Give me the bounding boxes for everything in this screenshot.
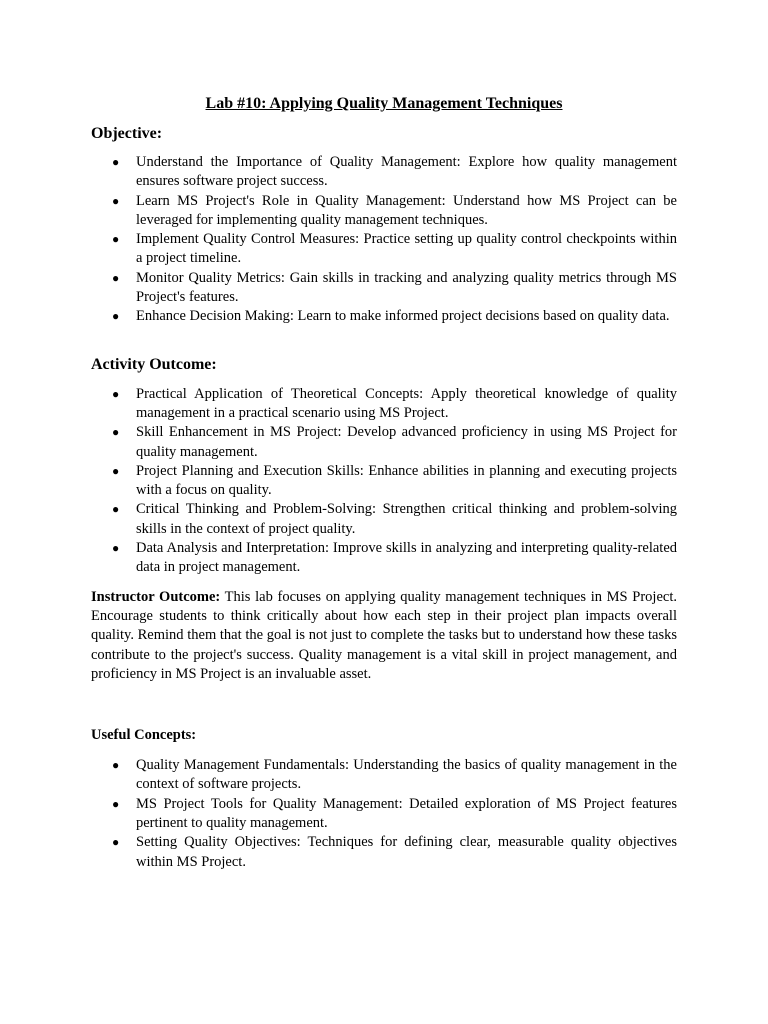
bullet-icon: ● — [112, 309, 120, 324]
list-item-text: Monitor Quality Metrics: Gain skills in tracking and analyzing quality metrics through MS Project's features. — [136, 269, 677, 306]
page-title: Lab #10: Applying Quality Management Techniques — [205, 95, 563, 112]
list-item — [112, 833, 677, 872]
bullet-icon: ● — [112, 758, 120, 773]
list-item-text: Learn MS Project's Role in Quality Management: Understand how MS Project can be leveraged for implementing quality management techniques. — [136, 192, 677, 228]
list-item-text: MS Project Tools for Quality Management: Detailed exploration of MS Project features pertinent to quality management. — [136, 795, 677, 832]
list-item — [112, 230, 677, 269]
bullet-icon: ● — [112, 193, 120, 208]
bullet-icon: ● — [112, 835, 120, 850]
list-item-text: Implement Quality Control Measures: Practice setting up quality control checkpoints within a project timeline. — [136, 231, 677, 267]
list-item — [112, 269, 677, 308]
objective-heading: Objective: — [91, 125, 163, 142]
bullet-icon: ● — [112, 502, 120, 517]
list-item-text: Setting Quality Objectives: Techniques for defining clear, measurable quality objectives within MS Project. — [136, 834, 677, 870]
list-item-text: Skill Enhancement in MS Project: Develop advanced proficiency in using MS Project for quality management. — [136, 424, 677, 460]
list-item — [112, 153, 677, 192]
list-item — [112, 500, 677, 539]
bullet-icon: ● — [112, 463, 120, 478]
objective-list — [91, 153, 677, 327]
list-item — [112, 385, 677, 424]
list-item — [112, 795, 677, 834]
list-item-text: Quality Management Fundamentals: Understanding the basics of quality management in the context of software projects. — [136, 757, 677, 793]
list-item-text: Understand the Importance of Quality Management: Explore how quality management ensures software project success. — [136, 154, 677, 190]
list-item-text: Data Analysis and Interpretation: Improve skills in analyzing and interpreting quality-related data in project management. — [136, 540, 677, 576]
instructor-outcome-paragraph — [91, 588, 677, 684]
bullet-icon: ● — [112, 796, 120, 811]
list-item — [112, 756, 677, 795]
list-item-text: Project Planning and Execution Skills: Enhance abilities in planning and executing projects with a focus on quality. — [136, 462, 677, 499]
list-item — [112, 462, 677, 501]
useful-concepts-heading: Useful Concepts: — [91, 727, 197, 744]
bullet-icon: ● — [112, 155, 120, 169]
bullet-icon: ● — [112, 386, 120, 401]
list-item — [112, 423, 677, 462]
list-item — [112, 539, 677, 578]
list-item-text: Practical Application of Theoretical Concepts: Apply theoretical knowledge of quality management in a practical scenario using MS Project. — [136, 385, 677, 421]
bullet-icon: ● — [112, 232, 120, 247]
bullet-icon: ● — [112, 270, 120, 285]
list-item — [112, 307, 677, 326]
instructor-outcome-label: Instructor Outcome: — [91, 588, 221, 605]
list-item — [112, 192, 677, 231]
bullet-icon: ● — [112, 541, 120, 556]
list-item-text: Enhance Decision Making: Learn to make informed project decisions based on quality data. — [136, 308, 670, 325]
activity-outcome-list — [91, 385, 677, 578]
useful-concepts-list — [91, 756, 677, 872]
bullet-icon: ● — [112, 425, 120, 440]
activity-outcome-heading: Activity Outcome: — [91, 355, 217, 373]
instructor-outcome-text: This lab focuses on applying quality management techniques in MS Project. Encourage students to think critically about how each step in their project plan impacts overall quality. Remind them that the goal is not just to complete the tasks but to understand how these tasks contribute to the project's success. Quality management is a vital skill in project management, and proficiency in MS Project is an invaluable asset. — [91, 588, 677, 682]
list-item-text: Critical Thinking and Problem-Solving: Strengthen critical thinking and problem-solving skills in the context of project quality. — [136, 501, 677, 537]
